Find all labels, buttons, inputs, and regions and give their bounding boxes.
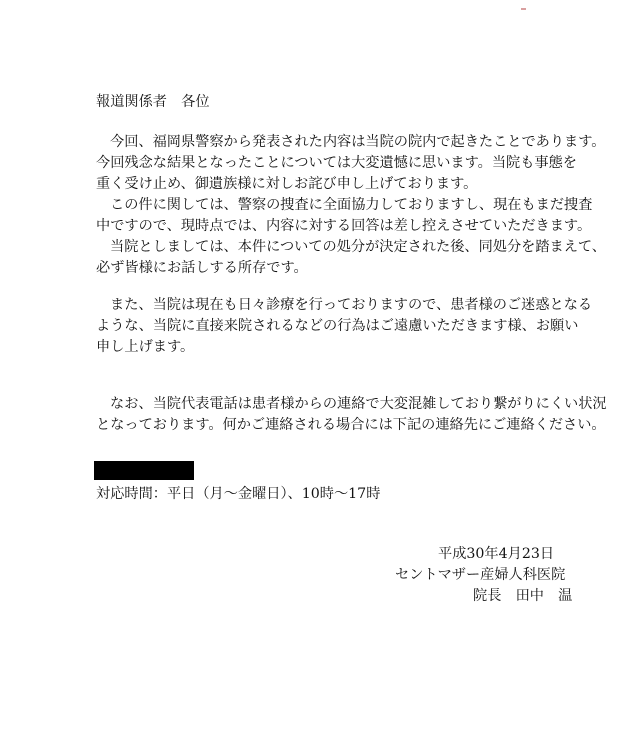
redacted-contact-block	[94, 461, 194, 480]
paragraph-4-line-1: また、当院は現在も日々診療を行っておりますので、患者様のご迷惑となる	[110, 297, 593, 313]
scan-artifact	[521, 8, 526, 10]
hospital-name: セントマザー産婦人科医院	[395, 567, 566, 583]
paragraph-1-line-3: 重く受け止め、御遺族様に対しお詫び申し上げております。	[96, 176, 478, 192]
paragraph-2-line-1: この件に関しては、警察の捜査に全面協力しておりますし、現在もまだ捜査	[110, 197, 593, 213]
letter-date: 平成30年4月23日	[438, 546, 555, 562]
paragraph-5-line-1: なお、当院代表電話は患者様からの連絡で大変混雑しており繋がりにくい状況	[110, 396, 607, 412]
paragraph-3-line-1: 当院としましては、本件についての処分が決定された後、同処分を踏まえて、	[110, 239, 606, 255]
paragraph-4-line-2: ような、当院に直接来院されるなどの行為はご遠慮いただきます様、お願い	[96, 318, 579, 334]
paragraph-3-line-2: 必ず皆様にお話しする所存です。	[96, 260, 308, 276]
office-hours: 対応時間：平日（月～金曜日）、10時～17時	[96, 486, 381, 502]
addressee: 報道関係者 各位	[96, 94, 210, 110]
signatory: 院長 田中 温	[473, 588, 573, 604]
paragraph-5-line-2: となっております。何かご連絡される場合には下記の連絡先にご連絡ください。	[96, 417, 606, 433]
paragraph-1-line-2: 今回残念な結果となったことについては大変遺憾に思います。当院も事態を	[96, 155, 577, 171]
paragraph-4-line-3: 申し上げます。	[96, 339, 195, 355]
paragraph-1-line-1: 今回、福岡県警察から発表された内容は当院の院内で起きたことであります。	[110, 134, 606, 150]
paragraph-2-line-2: 中ですので、現時点では、内容に対する回答は差し控えさせていただきます。	[96, 218, 592, 234]
